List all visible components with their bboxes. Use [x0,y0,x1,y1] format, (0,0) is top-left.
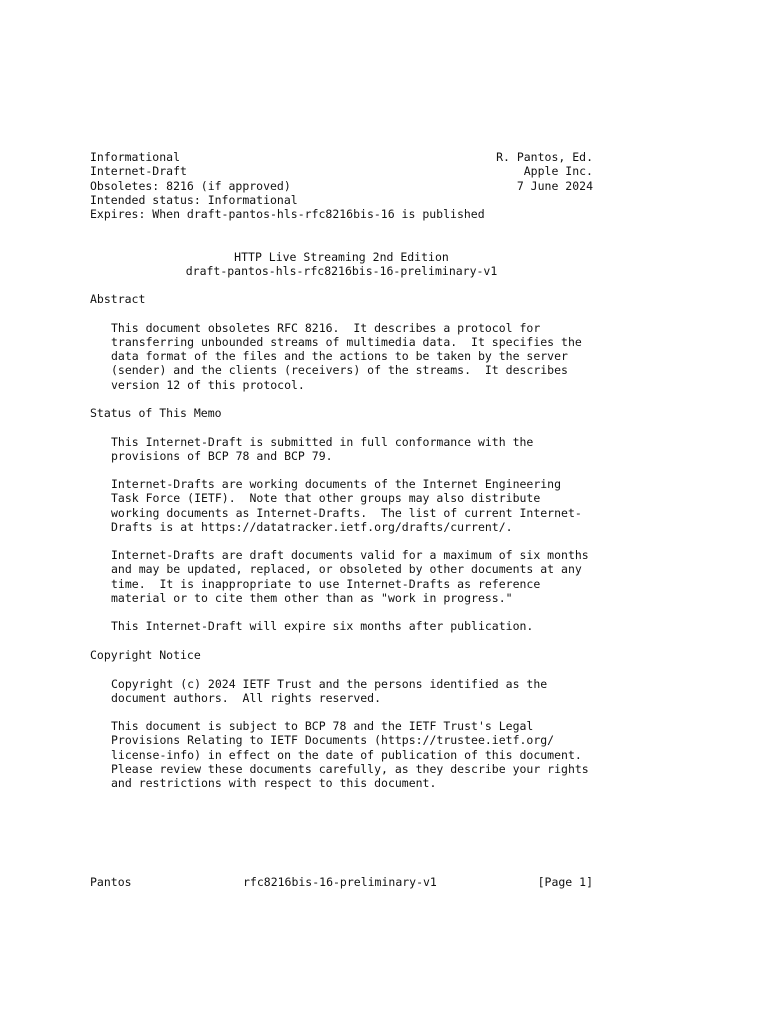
document-title: HTTP Live Streaming 2nd Edition [234,250,449,264]
header-row [90,207,610,221]
footer-author: Pantos [90,875,132,889]
document-identifier: draft-pantos-hls-rfc8216bis-16-preliminary-v1 [185,264,498,279]
copyright-line: document authors. All rights reserved. [111,690,382,705]
status-heading: Status of This Memo [90,406,222,420]
status-line: Task Force (IETF). Note that other groups may also distribute [111,491,541,506]
status-line: time. It is inappropriate to use Internet-Drafts as reference [111,576,541,591]
status-line: Internet-Drafts are draft documents valid for a maximum of six months [111,548,589,562]
header-row [90,179,593,193]
copyright-line: and restrictions with respect to this document. [111,776,437,791]
header-label: Internet-Draft [90,164,187,179]
header-row [90,164,593,178]
copyright-line: This document is subject to BCP 78 and the IETF Trust's Legal [111,719,534,733]
abstract-line: transferring unbounded streams of multimedia data. It specifies the [111,334,582,349]
footer-page-number: [Page 1] [537,875,593,889]
status-line: Internet-Drafts are working documents of the Internet Engineering [111,477,562,491]
status-line: and may be updated, replaced, or obsoleted by other documents at any [111,562,582,577]
status-line: provisions of BCP 78 and BCP 79. [111,448,333,463]
header-label: Intended status: Informational [90,192,298,207]
status-line: material or to cite them other than as "work in progress." [111,590,513,605]
header-author: R. Pantos, Ed. [496,150,593,164]
abstract-heading: Abstract [90,292,146,306]
abstract-line: (sender) and the clients (receivers) of the streams. It describes [111,363,568,378]
header-row [90,150,593,164]
page-footer [90,875,593,889]
status-line: This Internet-Draft is submitted in full conformance with the [111,434,534,449]
status-line: Drafts is at https://datatracker.ietf.org/drafts/current/. [111,519,513,534]
abstract-line: This document obsoletes RFC 8216. It describes a protocol for [111,320,541,335]
footer-document-name: rfc8216bis-16-preliminary-v1 [243,875,437,889]
header-label: Informational [90,150,181,164]
copyright-heading: Copyright Notice [90,648,201,662]
status-line: working documents as Internet-Drafts. The list of current Internet- [111,505,582,520]
copyright-line: Copyright (c) 2024 IETF Trust and the persons identified as the [111,676,548,691]
header-organization: Apple Inc. [523,164,593,179]
abstract-line: version 12 of this protocol. [111,377,305,392]
copyright-line: Please review these documents carefully, as they describe your rights [111,761,589,776]
abstract-line: data format of the files and the actions to be taken by the server [111,349,568,364]
header-date: 7 June 2024 [516,178,593,193]
header-row [90,193,593,207]
status-line: This Internet-Draft will expire six months after publication. [111,619,534,633]
copyright-line: Provisions Relating to IETF Documents (https://trustee.ietf.org/ [111,733,555,748]
copyright-line: license-info) in effect on the date of publication of this document. [111,747,582,762]
header-label: Obsoletes: 8216 (if approved) [90,178,291,193]
header-label: Expires: When draft-pantos-hls-rfc8216bis-16 is published [90,207,485,222]
